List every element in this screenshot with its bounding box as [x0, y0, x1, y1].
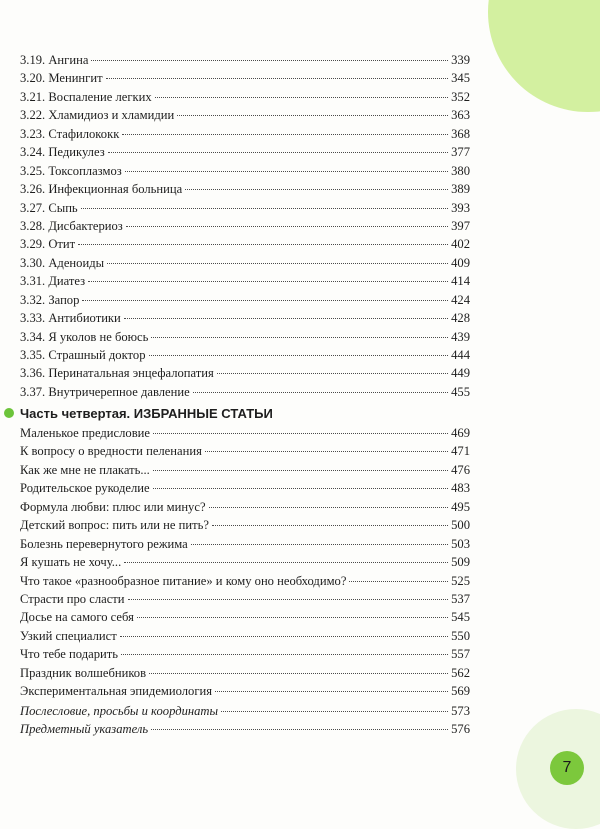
entry-title: Экспериментальная эпидемиология — [20, 684, 213, 699]
entry-title: Праздник волшебников — [20, 665, 147, 680]
dot-leader — [128, 598, 449, 600]
toc-entry — [20, 442, 470, 460]
bullet-icon — [4, 408, 14, 418]
entry-page: 393 — [451, 200, 470, 215]
dot-leader — [191, 543, 448, 545]
entry-title: 3.33. Антибиотики — [20, 311, 121, 326]
toc-entry — [20, 479, 470, 497]
toc-entry — [20, 664, 470, 682]
entry-title: Страсти про сласти — [20, 591, 125, 606]
entry-title: Маленькое предисловие — [20, 426, 150, 440]
entry-page: 414 — [451, 274, 470, 289]
entry-page: 449 — [451, 366, 470, 381]
toc-entry — [20, 645, 470, 663]
toc-entry — [20, 69, 470, 87]
entry-page: 428 — [451, 311, 470, 326]
entry-title: 3.29. Отит — [20, 237, 76, 252]
part-heading — [4, 403, 470, 423]
entry-title: Что такое «разнообразное питание» и кому оно необходимо? — [20, 573, 347, 588]
toc-entry — [20, 106, 470, 124]
toc-entry — [20, 516, 470, 534]
dot-leader — [106, 77, 449, 79]
part-heading-text: Часть четвертая. ИЗБРАННЫЕ СТАТЬИ — [20, 405, 273, 421]
toc-entry — [20, 309, 470, 327]
corner-decoration — [488, 0, 600, 112]
toc-entry — [20, 608, 470, 626]
dot-leader — [209, 506, 449, 508]
entry-title: 3.28. Дисбактериоз — [20, 218, 123, 233]
dot-leader — [155, 96, 448, 98]
dot-leader — [185, 188, 448, 190]
entry-title: 3.20. Менингит — [20, 71, 103, 86]
dot-leader — [215, 690, 448, 692]
entry-page: 397 — [451, 218, 470, 233]
toc-entry — [20, 702, 470, 720]
toc-entry — [20, 572, 470, 590]
dot-leader — [221, 710, 448, 712]
entry-page: 402 — [451, 237, 470, 252]
entry-title: Узкий специалист — [20, 628, 117, 643]
entry-title: Болезнь перевернутого режима — [20, 536, 188, 551]
entry-title: Я кушать не хочу... — [20, 555, 122, 570]
entry-page: 380 — [451, 163, 470, 178]
toc-entry — [20, 553, 470, 571]
entry-page: 495 — [451, 499, 470, 514]
toc-entry — [20, 180, 470, 198]
entry-title: Как же мне не плакать... — [20, 462, 150, 477]
entry-title: 3.27. Сыпь — [20, 200, 78, 215]
entry-page: 345 — [451, 71, 470, 86]
entry-title: 3.30. Аденоиды — [20, 255, 105, 270]
dot-leader — [108, 151, 448, 153]
entry-page: 550 — [451, 628, 470, 643]
entry-title: 3.25. Токсоплазмоз — [20, 163, 122, 178]
toc-closing — [20, 702, 470, 739]
entry-page: 545 — [451, 610, 470, 625]
entry-title: 3.21. Воспаление легких — [20, 89, 152, 104]
entry-page: 424 — [451, 292, 470, 307]
toc-entry — [20, 162, 470, 180]
entry-page: 476 — [451, 462, 470, 477]
dot-leader — [349, 580, 448, 582]
toc-entry — [20, 272, 470, 290]
entry-page: 509 — [451, 555, 470, 570]
dot-leader — [151, 728, 448, 730]
entry-title: 3.22. Хламидиоз и хламидии — [20, 108, 175, 123]
entry-page: 409 — [451, 255, 470, 270]
dot-leader — [177, 114, 448, 116]
dot-leader — [153, 487, 449, 489]
entry-title: 3.19. Ангина — [20, 53, 89, 67]
dot-leader — [205, 450, 448, 452]
entry-title: К вопросу о вредности пеленания — [20, 444, 202, 459]
entry-title: Родительское рукоделие — [20, 481, 150, 496]
dot-leader — [125, 170, 448, 172]
toc-entry — [20, 682, 470, 700]
dot-leader — [149, 354, 449, 356]
entry-title: Послесловие, просьбы и координаты — [20, 704, 219, 718]
dot-leader — [88, 280, 448, 282]
toc-entry — [20, 383, 470, 401]
entry-page: 455 — [451, 384, 470, 399]
entry-page: 503 — [451, 536, 470, 551]
dot-leader — [91, 59, 448, 61]
dot-leader — [122, 133, 448, 135]
toc-part-4 — [20, 403, 470, 701]
entry-page: 439 — [451, 329, 470, 344]
entry-title: 3.37. Внутричерепное давление — [20, 384, 190, 399]
toc-entry — [20, 291, 470, 309]
dot-leader — [212, 524, 448, 526]
entry-title: Предметный указатель — [20, 722, 149, 737]
dot-leader — [121, 653, 448, 655]
entry-page: 444 — [451, 348, 470, 362]
toc-entry — [20, 424, 470, 442]
entry-page: 500 — [451, 518, 470, 533]
toc-entry — [20, 51, 470, 69]
toc-entry — [20, 535, 470, 553]
toc-entry — [20, 364, 470, 382]
entry-title: Досье на самого себя — [20, 610, 134, 625]
toc-entry — [20, 720, 470, 738]
entry-title: Формула любви: плюс или минус? — [20, 499, 206, 514]
entry-page: 576 — [451, 722, 470, 737]
entry-page: 537 — [451, 591, 470, 606]
dot-leader — [153, 432, 448, 434]
entry-page: 363 — [451, 108, 470, 123]
entry-title: 3.23. Стафилококк — [20, 126, 120, 141]
toc-entry — [20, 498, 470, 516]
entry-page: 469 — [451, 426, 470, 440]
entry-page: 352 — [451, 89, 470, 104]
toc-entry — [20, 254, 470, 272]
dot-leader — [149, 672, 448, 674]
toc-entry — [20, 217, 470, 235]
entry-page: 569 — [451, 684, 470, 699]
entry-page: 368 — [451, 126, 470, 141]
entry-title: 3.26. Инфекционная больница — [20, 182, 183, 197]
entry-title: 3.34. Я уколов не боюсь — [20, 329, 149, 344]
dot-leader — [78, 243, 448, 245]
entry-title: 3.31. Диатез — [20, 274, 86, 289]
entry-page: 339 — [451, 53, 470, 67]
dot-leader — [217, 372, 448, 374]
dot-leader — [82, 299, 448, 301]
dot-leader — [81, 207, 448, 209]
toc-entry — [20, 590, 470, 608]
dot-leader — [120, 635, 448, 637]
dot-leader — [193, 391, 448, 393]
toc-entry — [20, 235, 470, 253]
dot-leader — [126, 225, 448, 227]
page-number: 7 — [550, 751, 584, 785]
entry-title: 3.32. Запор — [20, 292, 80, 307]
toc-section-3 — [20, 51, 470, 401]
toc-entry — [20, 346, 470, 364]
entry-title: Что тебе подарить — [20, 647, 118, 662]
entry-page: 389 — [451, 182, 470, 197]
dot-leader — [137, 616, 448, 618]
entry-title: 3.24. Педикулез — [20, 145, 105, 160]
entry-title: Детский вопрос: пить или не пить? — [20, 518, 209, 533]
toc-entry — [20, 461, 470, 479]
dot-leader — [153, 469, 448, 471]
entry-page: 562 — [451, 665, 470, 680]
entry-page: 525 — [451, 573, 470, 588]
toc-entry — [20, 143, 470, 161]
toc-entry — [20, 627, 470, 645]
entry-page: 483 — [451, 481, 470, 496]
entry-page: 471 — [451, 444, 470, 459]
toc-entry — [20, 199, 470, 217]
part-4-list — [20, 424, 470, 701]
entry-title: 3.35. Страшный доктор — [20, 348, 146, 362]
dot-leader — [124, 317, 448, 319]
entry-page: 377 — [451, 145, 470, 160]
dot-leader — [151, 336, 448, 338]
entry-page: 573 — [451, 704, 470, 718]
toc-entry — [20, 328, 470, 346]
entry-page: 557 — [451, 647, 470, 662]
dot-leader — [107, 262, 448, 264]
toc-entry — [20, 125, 470, 143]
dot-leader — [124, 561, 448, 563]
entry-title: 3.36. Перинатальная энцефалопатия — [20, 366, 214, 381]
toc-entry — [20, 88, 470, 106]
